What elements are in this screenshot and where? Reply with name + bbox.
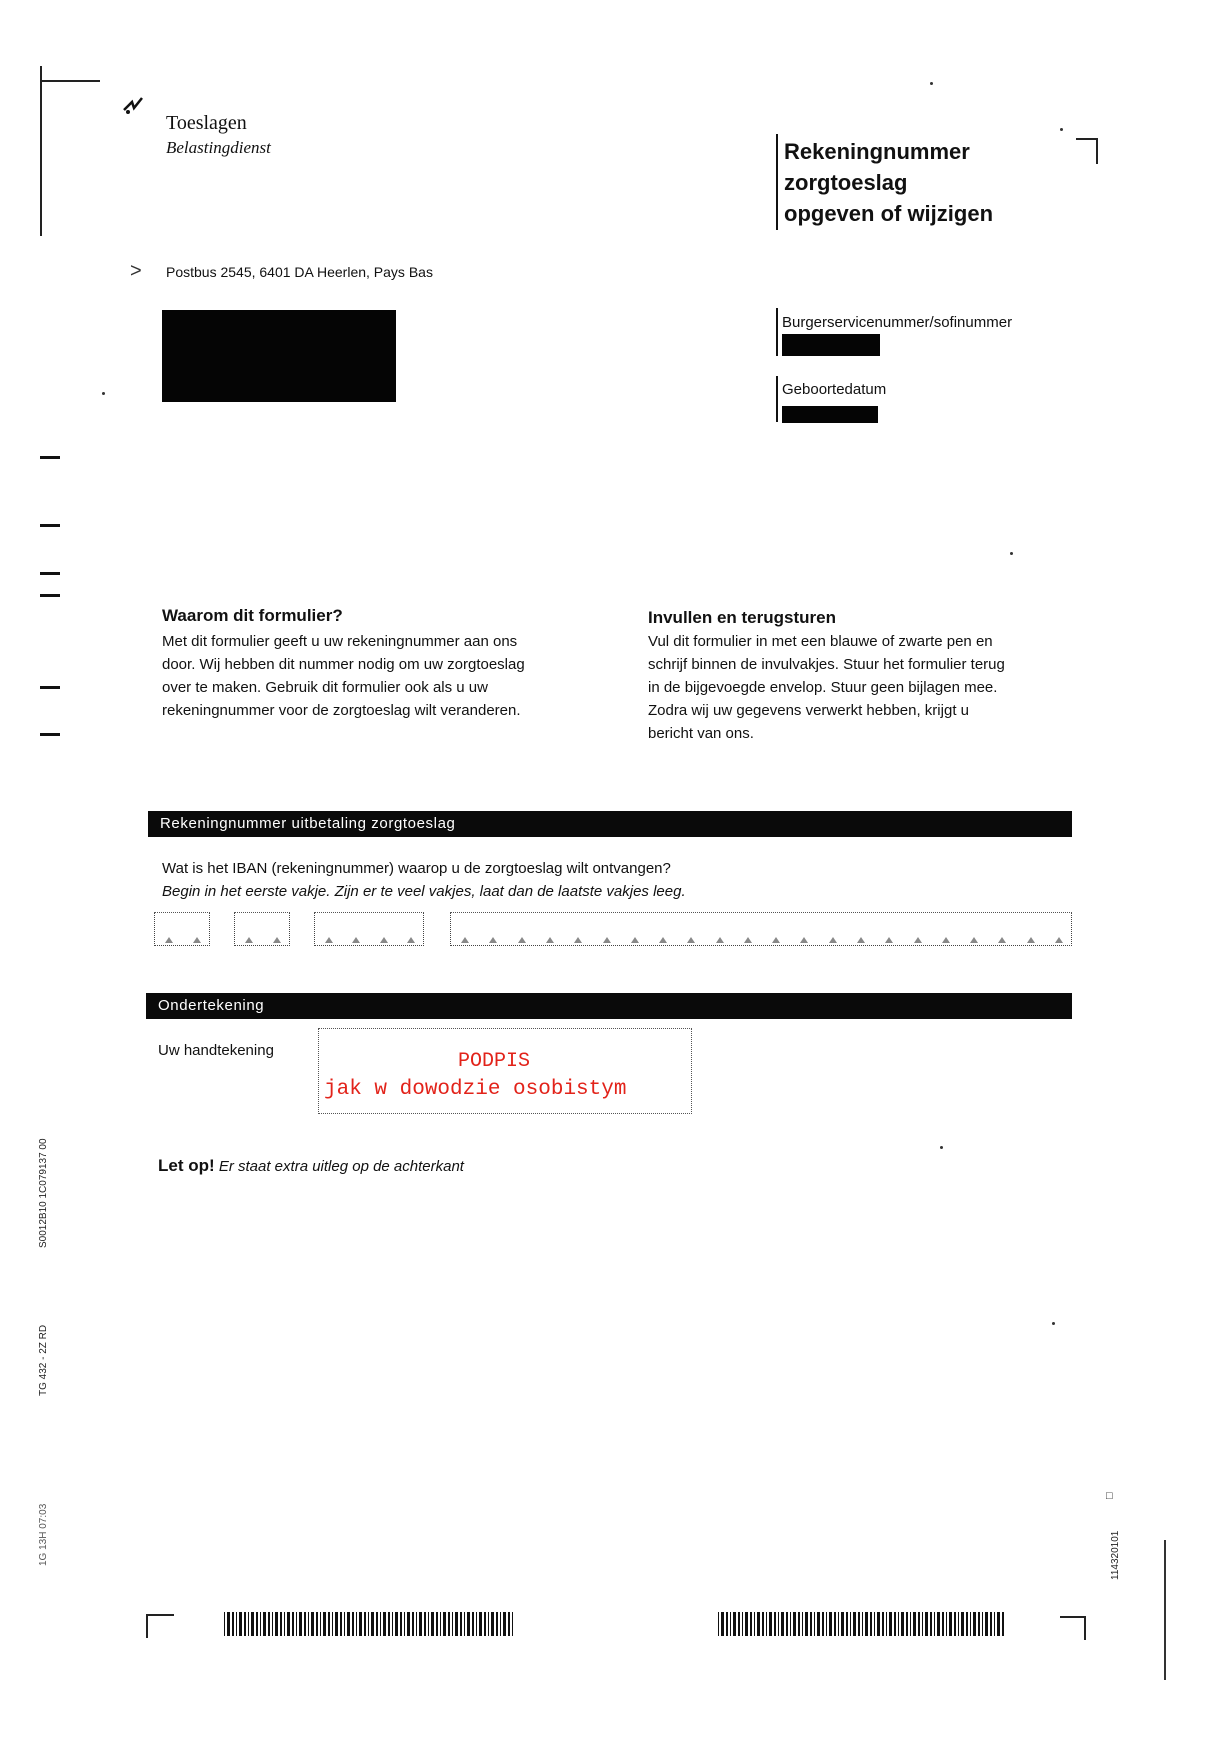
dob-value-redacted (782, 406, 878, 423)
bsn-label: Burgerservicenummer/sofinummer (782, 314, 1013, 331)
barcode-bar (742, 1612, 743, 1636)
barcode-bar (793, 1612, 796, 1636)
barcode-bar (244, 1612, 246, 1636)
barcode-bar (973, 1612, 976, 1636)
iban-cell-marker (352, 937, 360, 943)
barcode-bar (424, 1612, 426, 1636)
belastingdienst-logo-icon (122, 96, 146, 116)
scan-mark: □ (1106, 1490, 1113, 1502)
barcode-bar (428, 1612, 429, 1636)
barcode-bar (323, 1612, 326, 1636)
barcode-bar (834, 1612, 836, 1636)
margin-tick (40, 456, 60, 459)
iban-cell-marker (659, 937, 667, 943)
barcode-bar (332, 1612, 333, 1636)
barcode-bar (352, 1612, 354, 1636)
barcode-bar (304, 1612, 306, 1636)
iban-hint: Begin in het eerste vakje. Zijn er te veel vakjes, laat dan de laatste vakjes leeg. (162, 883, 686, 900)
bsn-value-redacted (782, 334, 880, 356)
barcode-bar (922, 1612, 923, 1636)
iban-bank-code-field[interactable] (314, 912, 424, 946)
return-address: Postbus 2545, 6401 DA Heerlen, Pays Bas (166, 264, 433, 280)
barcode-bar (982, 1612, 983, 1636)
margin-code-form-type: TG 432 - 2Z RD (38, 1324, 49, 1396)
barcode-bar (918, 1612, 920, 1636)
barcode-bar (455, 1612, 458, 1636)
iban-cell-marker (518, 937, 526, 943)
barcode-bar (850, 1612, 851, 1636)
signature-label: Uw handtekening (158, 1042, 274, 1059)
barcode-bar (774, 1612, 776, 1636)
barcode-bar (376, 1612, 378, 1636)
barcode-bar (946, 1612, 947, 1636)
iban-cell-marker (716, 937, 724, 943)
barcode-bar (910, 1612, 911, 1636)
barcode-bar (906, 1612, 908, 1636)
barcode-bar (404, 1612, 405, 1636)
iban-cell-marker (772, 937, 780, 943)
barcode-bar (901, 1612, 904, 1636)
document-title (784, 136, 993, 229)
barcode-bar (508, 1612, 510, 1636)
barcode-bar (997, 1612, 1000, 1636)
barcode-bar (877, 1612, 880, 1636)
scan-speck (940, 1146, 943, 1149)
barcode-bar (347, 1612, 350, 1636)
barcode-bar (260, 1612, 261, 1636)
barcode-bar (1002, 1612, 1004, 1636)
iban-account-number-field[interactable] (450, 912, 1072, 946)
barcode-bar (436, 1612, 438, 1636)
iban-cell-marker (857, 937, 865, 943)
iban-cell-marker (245, 937, 253, 943)
barcode-left (224, 1612, 514, 1636)
scan-speck (1060, 128, 1063, 131)
corner-mark-top-left (40, 66, 42, 236)
barcode-bar (464, 1612, 465, 1636)
barcode-bar (990, 1612, 992, 1636)
barcode-bar (937, 1612, 940, 1636)
barcode-bar (400, 1612, 402, 1636)
barcode-bar (368, 1612, 369, 1636)
why-line: Met dit formulier geeft u uw rekeningnummer aan ons (162, 633, 518, 650)
barcode-bar (287, 1612, 290, 1636)
barcode-bar (865, 1612, 868, 1636)
barcode-bar (966, 1612, 968, 1636)
iban-check-digits-field[interactable] (234, 912, 290, 946)
iban-cell-marker (489, 937, 497, 943)
barcode-bar (491, 1612, 494, 1636)
barcode-bar (738, 1612, 740, 1636)
barcode-bar (862, 1612, 863, 1636)
barcode-bar (392, 1612, 393, 1636)
barcode-bar (826, 1612, 827, 1636)
barcode-bar (841, 1612, 844, 1636)
chevron-right-icon: > (130, 260, 142, 282)
barcode-bar (316, 1612, 318, 1636)
barcode-bar (448, 1612, 450, 1636)
signature-section-bar: Ondertekening (146, 993, 1072, 1019)
barcode-bar (810, 1612, 812, 1636)
iban-cell-marker (631, 937, 639, 943)
barcode-bar (496, 1612, 498, 1636)
bsn-rule (776, 308, 778, 356)
barcode-bar (925, 1612, 928, 1636)
iban-cell-marker (800, 937, 808, 943)
fill-line: schrijf binnen de invulvakjes. Stuur het formulier terug (648, 656, 1005, 673)
barcode-bar (726, 1612, 728, 1636)
scan-speck (930, 82, 933, 85)
barcode-bar (227, 1612, 230, 1636)
note-warning: Let op! (158, 1156, 215, 1175)
barcode-bar (488, 1612, 489, 1636)
iban-section-bar: Rekeningnummer uitbetaling zorgtoeslag (148, 811, 1072, 837)
iban-cell-marker (998, 937, 1006, 943)
corner-mark-bottom-left (146, 1614, 148, 1638)
barcode-bar (440, 1612, 441, 1636)
barcode-bar (479, 1612, 482, 1636)
barcode-bar (356, 1612, 357, 1636)
barcode-bar (949, 1612, 952, 1636)
dob-rule (776, 376, 778, 422)
iban-cell-marker (193, 937, 201, 943)
signature-overlay-line-2: jak w dowodzie osobistym (324, 1078, 627, 1101)
barcode-bar (335, 1612, 338, 1636)
barcode-bar (718, 1612, 719, 1636)
iban-cell-marker (461, 937, 469, 943)
iban-cell-marker (546, 937, 554, 943)
barcode-bar (412, 1612, 414, 1636)
corner-mark-bottom-right (1084, 1616, 1086, 1640)
barcode-bar (268, 1612, 270, 1636)
barcode-bar (870, 1612, 872, 1636)
scan-speck (1052, 1322, 1055, 1325)
barcode-bar (754, 1612, 755, 1636)
title-rule (776, 134, 778, 230)
barcode-bar (985, 1612, 988, 1636)
barcode-bar (766, 1612, 767, 1636)
iban-country-field[interactable] (154, 912, 210, 946)
barcode-bar (970, 1612, 971, 1636)
iban-cell-marker (380, 937, 388, 943)
barcode-bar (460, 1612, 462, 1636)
iban-question: Wat is het IBAN (rekeningnummer) waarop u de zorgtoeslag wilt ontvangen? (162, 860, 671, 877)
barcode-bar (371, 1612, 374, 1636)
iban-cell-marker (407, 937, 415, 943)
barcode-bar (296, 1612, 297, 1636)
barcode-bar (308, 1612, 309, 1636)
barcode-bar (874, 1612, 875, 1636)
fill-body (648, 630, 1078, 745)
barcode-bar (786, 1612, 788, 1636)
corner-mark-top-right (1076, 138, 1098, 140)
barcode-bar (503, 1612, 506, 1636)
signature-overlay-line-1: PODPIS (458, 1050, 531, 1073)
barcode-bar (383, 1612, 386, 1636)
barcode-bar (978, 1612, 980, 1636)
margin-code-form-id: S0012B10 1C079137 00 (38, 1138, 49, 1248)
barcode-bar (994, 1612, 995, 1636)
barcode-bar (757, 1612, 760, 1636)
barcode-bar (224, 1612, 225, 1636)
barcode-bar (958, 1612, 959, 1636)
why-line: rekeningnummer voor de zorgtoeslag wilt veranderen. (162, 702, 521, 719)
barcode-bar (733, 1612, 736, 1636)
barcode-bar (236, 1612, 237, 1636)
recipient-address-redacted (162, 310, 396, 402)
barcode-bar (750, 1612, 752, 1636)
barcode-bar (882, 1612, 884, 1636)
barcode-bar (256, 1612, 258, 1636)
margin-tick (40, 686, 60, 689)
barcode-bar (930, 1612, 932, 1636)
margin-tick (40, 594, 60, 597)
barcode-bar (721, 1612, 724, 1636)
title-line-2: zorgtoeslag (784, 170, 908, 195)
right-margin-rule (1164, 1540, 1166, 1680)
iban-cell-marker (970, 937, 978, 943)
iban-cell-marker (885, 937, 893, 943)
barcode-bar (472, 1612, 474, 1636)
corner-mark-bottom-left-horizontal (146, 1614, 174, 1616)
barcode-bar (778, 1612, 779, 1636)
barcode-bar (961, 1612, 964, 1636)
barcode-bar (248, 1612, 249, 1636)
scan-speck (102, 392, 105, 395)
barcode-bar (284, 1612, 285, 1636)
barcode-bar (263, 1612, 266, 1636)
iban-cell-marker (325, 937, 333, 943)
iban-cell-marker (914, 937, 922, 943)
title-line-3: opgeven of wijzigen (784, 201, 994, 226)
iban-cell-marker (574, 937, 582, 943)
barcode-bar (745, 1612, 748, 1636)
barcode-bar (858, 1612, 860, 1636)
barcode-bar (359, 1612, 362, 1636)
barcode-bar (802, 1612, 803, 1636)
barcode-bar (934, 1612, 935, 1636)
margin-tick (40, 572, 60, 575)
why-heading: Waarom dit formulier? (162, 606, 343, 625)
iban-cell-marker (1027, 937, 1035, 943)
back-page-note (158, 1156, 464, 1176)
iban-cell-marker (829, 937, 837, 943)
barcode-bar (407, 1612, 410, 1636)
dob-label: Geboortedatum (782, 381, 887, 398)
barcode-bar (239, 1612, 242, 1636)
scan-speck (1010, 552, 1013, 555)
title-line-1: Rekeningnummer (784, 139, 970, 164)
margin-code-scan: 1G 13H 07:03 (38, 1503, 49, 1566)
barcode-bar (395, 1612, 398, 1636)
barcode-bar (954, 1612, 956, 1636)
corner-mark-top-left-horizontal (40, 80, 100, 82)
corner-mark-top-right-vertical (1096, 138, 1098, 164)
why-body (162, 630, 602, 722)
barcode-bar (781, 1612, 784, 1636)
iban-cell-marker (273, 937, 281, 943)
barcode-bar (829, 1612, 832, 1636)
barcode-bar (913, 1612, 916, 1636)
corner-mark-bottom-right-horizontal (1060, 1616, 1086, 1618)
barcode-bar (431, 1612, 434, 1636)
barcode-bar (320, 1612, 321, 1636)
barcode-bar (817, 1612, 820, 1636)
barcode-right (718, 1612, 1004, 1636)
iban-cell-marker (603, 937, 611, 943)
fill-line: in de bijgevoegde envelop. Stuur geen bijlagen mee. (648, 679, 998, 696)
barcode-bar (822, 1612, 824, 1636)
iban-cell-marker (687, 937, 695, 943)
fill-line: bericht van ons. (648, 725, 754, 742)
barcode-bar (484, 1612, 486, 1636)
barcode-bar (476, 1612, 477, 1636)
barcode-bar (380, 1612, 381, 1636)
barcode-bar (275, 1612, 278, 1636)
barcode-bar (344, 1612, 345, 1636)
barcode-bar (311, 1612, 314, 1636)
barcode-bar (388, 1612, 390, 1636)
iban-cell-marker (942, 937, 950, 943)
margin-tick (40, 733, 60, 736)
org-subtitle: Belastingdienst (166, 138, 271, 157)
barcode-bar (730, 1612, 731, 1636)
fill-heading: Invullen en terugsturen (648, 608, 836, 627)
barcode-bar (467, 1612, 470, 1636)
barcode-bar (416, 1612, 417, 1636)
barcode-bar (364, 1612, 366, 1636)
barcode-bar (452, 1612, 453, 1636)
barcode-bar (886, 1612, 887, 1636)
margin-tick (40, 524, 60, 527)
barcode-bar (790, 1612, 791, 1636)
barcode-bar (769, 1612, 772, 1636)
barcode-bar (853, 1612, 856, 1636)
barcode-bar (299, 1612, 302, 1636)
barcode-bar (898, 1612, 899, 1636)
barcode-bar (280, 1612, 282, 1636)
barcode-bar (512, 1612, 513, 1636)
barcode-bar (894, 1612, 896, 1636)
iban-cell-marker (1055, 937, 1063, 943)
barcode-bar (232, 1612, 234, 1636)
iban-cell-marker (165, 937, 173, 943)
note-text: Er staat extra uitleg op de achterkant (218, 1158, 464, 1175)
barcode-bar (340, 1612, 342, 1636)
barcode-bar (798, 1612, 800, 1636)
barcode-bar (292, 1612, 294, 1636)
barcode-bar (251, 1612, 254, 1636)
barcode-bar (328, 1612, 330, 1636)
barcode-bar (805, 1612, 808, 1636)
margin-code-right: 114320101 (1110, 1530, 1121, 1580)
iban-cell-marker (744, 937, 752, 943)
barcode-bar (889, 1612, 892, 1636)
barcode-bar (500, 1612, 501, 1636)
barcode-bar (272, 1612, 273, 1636)
fill-line: Vul dit formulier in met een blauwe of zwarte pen en (648, 633, 993, 650)
why-line: door. Wij hebben dit nummer nodig om uw zorgtoeslag (162, 656, 525, 673)
barcode-bar (838, 1612, 839, 1636)
fill-line: Zodra wij uw gegevens verwerkt hebben, krijgt u (648, 702, 969, 719)
why-line: over te maken. Gebruik dit formulier ook als u uw (162, 679, 488, 696)
barcode-bar (942, 1612, 944, 1636)
barcode-bar (846, 1612, 848, 1636)
barcode-bar (443, 1612, 446, 1636)
barcode-bar (814, 1612, 815, 1636)
barcode-bar (419, 1612, 422, 1636)
org-name: Toeslagen (166, 112, 247, 134)
barcode-bar (762, 1612, 764, 1636)
